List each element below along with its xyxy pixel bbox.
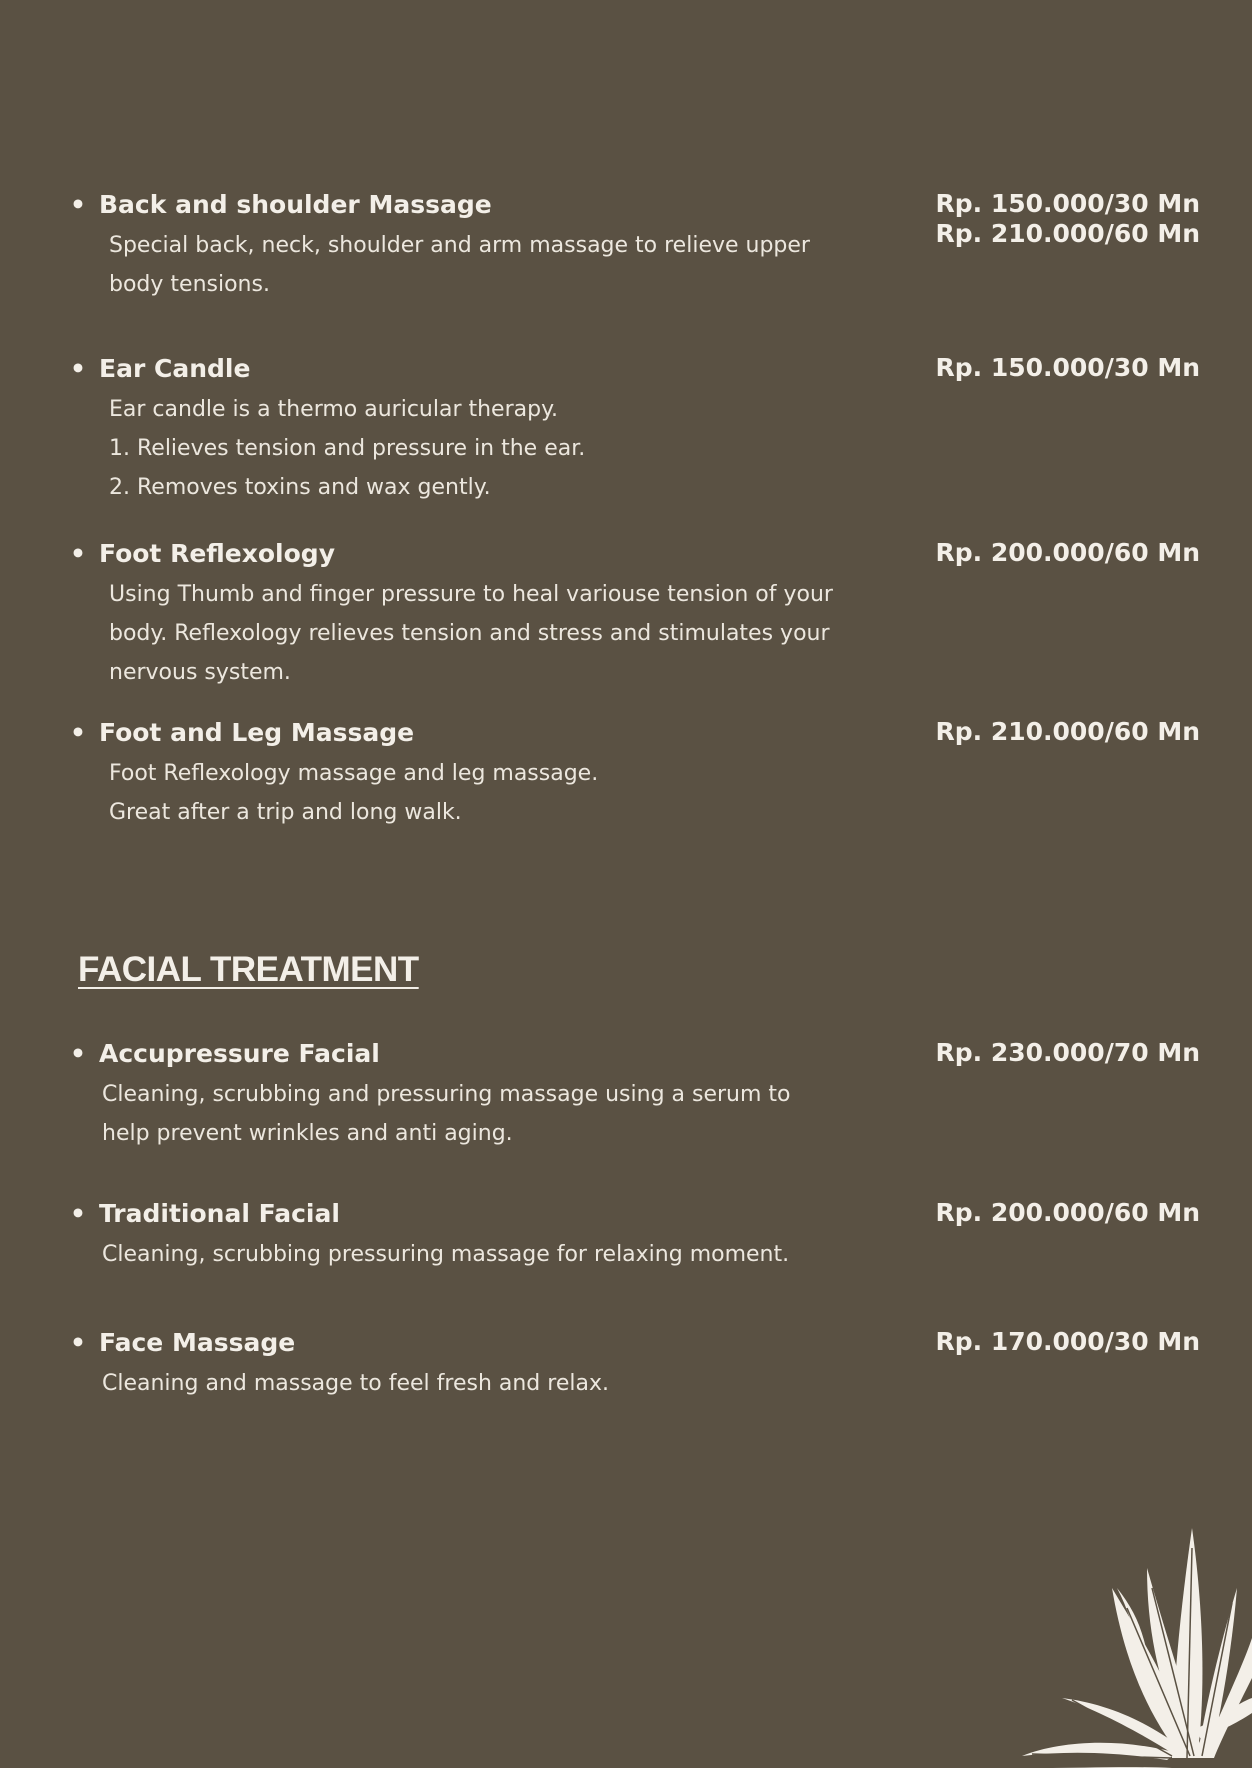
item-description: Cleaning and massage to feel fresh and relax. xyxy=(102,1371,609,1396)
bullet-icon: • xyxy=(70,1039,86,1068)
item-price: Rp. 150.000/30 Mn xyxy=(935,189,1200,218)
item-price: Rp. 200.000/60 Mn xyxy=(935,1198,1200,1227)
bullet-icon: • xyxy=(70,190,86,219)
item-prices xyxy=(935,1327,1200,1357)
item-prices xyxy=(935,538,1200,568)
bullet-icon: • xyxy=(70,718,86,747)
palm-leaf-icon xyxy=(1022,1528,1252,1768)
item-title: • Face Massage xyxy=(70,1328,296,1357)
item-description: Ear candle is a thermo auricular therapy. 1. Relieves tension and pressure in the ear. 2. Removes toxins and wax gently. xyxy=(109,397,586,500)
item-prices xyxy=(935,717,1200,747)
item-price: Rp. 170.000/30 Mn xyxy=(935,1327,1200,1356)
item-title: • Ear Candle xyxy=(70,354,251,383)
item-prices xyxy=(935,1198,1200,1228)
item-title: • Foot Reflexology xyxy=(70,539,335,568)
item-price: Rp. 210.000/60 Mn xyxy=(935,717,1200,746)
item-description: Foot Reflexology massage and leg massage. Great after a trip and long walk. xyxy=(109,761,599,825)
bullet-icon: • xyxy=(70,539,86,568)
item-title: • Accupressure Facial xyxy=(70,1039,380,1068)
bullet-icon: • xyxy=(70,1199,86,1228)
item-prices xyxy=(935,189,1200,249)
item-prices xyxy=(935,1038,1200,1068)
bullet-icon: • xyxy=(70,1328,86,1357)
item-title: • Foot and Leg Massage xyxy=(70,718,415,747)
item-title: • Back and shoulder Massage xyxy=(70,190,492,219)
item-description: Using Thumb and finger pressure to heal variouse tension of your body. Reflexology relieves tension and stress and stimulates your nervous system. xyxy=(109,582,833,685)
item-price: Rp. 210.000/60 Mn xyxy=(935,219,1200,248)
item-title: • Traditional Facial xyxy=(70,1199,340,1228)
item-description: Cleaning, scrubbing pressuring massage for relaxing moment. xyxy=(102,1242,790,1267)
item-price: Rp. 150.000/30 Mn xyxy=(935,353,1200,382)
item-prices xyxy=(935,353,1200,383)
section-title-facial-treatment: FACIAL TREATMENT xyxy=(78,950,419,989)
bullet-icon: • xyxy=(70,354,86,383)
item-description: Special back, neck, shoulder and arm massage to relieve upper body tensions. xyxy=(109,233,810,297)
item-price: Rp. 200.000/60 Mn xyxy=(935,538,1200,567)
item-price: Rp. 230.000/70 Mn xyxy=(935,1038,1200,1067)
item-description: Cleaning, scrubbing and pressuring massage using a serum to help prevent wrinkles and anti aging. xyxy=(102,1082,791,1146)
